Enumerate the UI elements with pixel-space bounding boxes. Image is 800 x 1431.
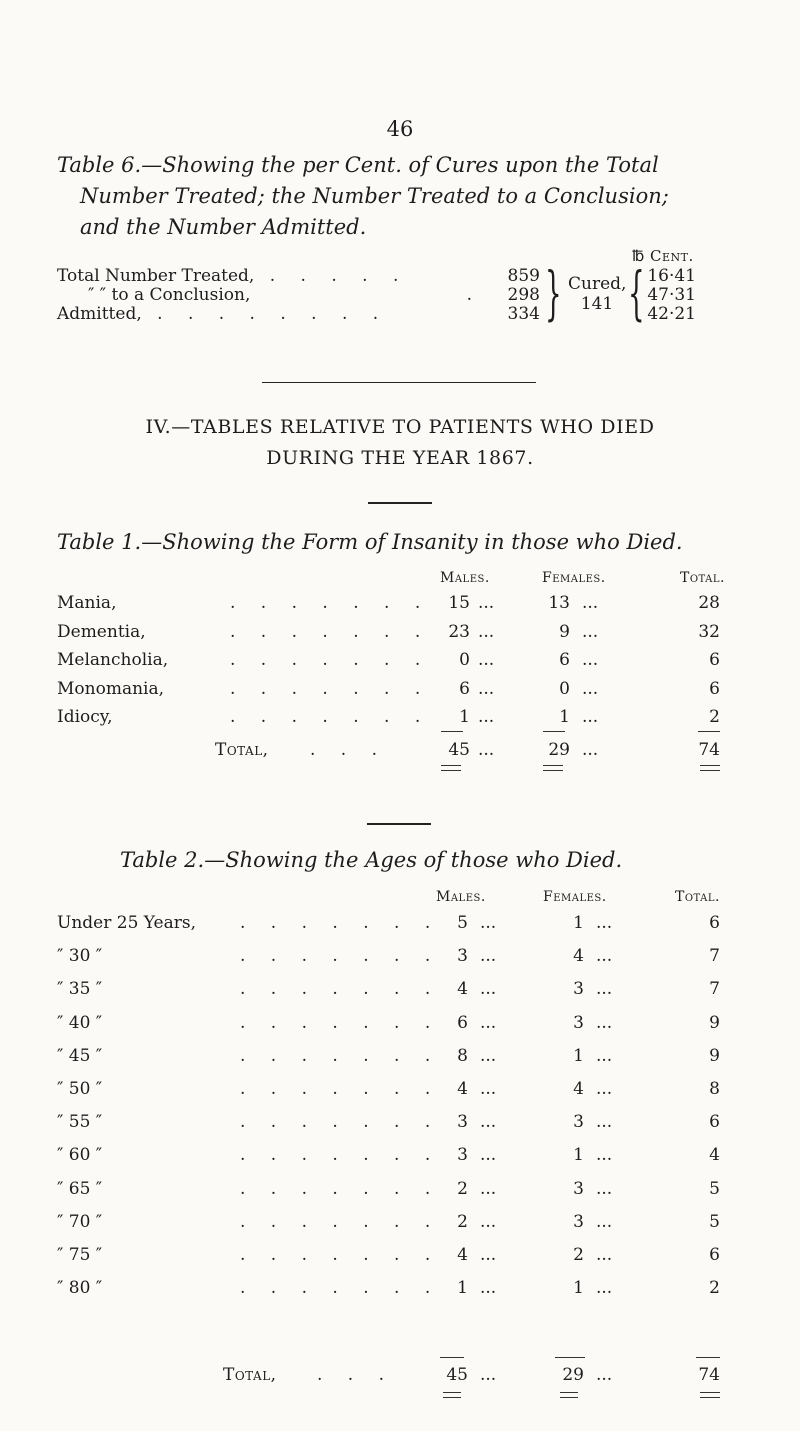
ellipsis: ... — [596, 1245, 613, 1265]
table2-total-total: 74 — [698, 1365, 720, 1385]
leader-dots: . . . . . . . — [230, 621, 431, 642]
leader-dots: . . . . . . . — [240, 1045, 441, 1066]
table-cell-females: 3 — [573, 979, 584, 1000]
table-cell-total: 7 — [709, 979, 720, 1000]
leader-dots: . . . . . . . — [240, 1145, 441, 1166]
table2-total-label: Total, — [223, 1365, 277, 1385]
table-cell-females: 3 — [573, 1012, 584, 1033]
table-cell-females: 9 — [559, 621, 570, 642]
table-row-label: ″ 50 ″ — [57, 1079, 103, 1099]
table2-total-males: 45 — [446, 1365, 468, 1385]
table-row-label: ″ 70 ″ — [57, 1211, 103, 1232]
table1-col-females: Females. — [542, 570, 606, 586]
ellipsis: ... — [596, 1145, 613, 1166]
table1-total-total: 74 — [698, 740, 720, 760]
ellipsis: ... — [480, 1178, 497, 1199]
ellipsis: ... — [480, 1112, 497, 1133]
ellipsis: ... — [596, 979, 613, 1000]
table-cell-males: 1 — [459, 707, 470, 727]
short-divider — [367, 823, 431, 825]
ellipsis: ... — [478, 650, 495, 670]
table-cell-females: 3 — [573, 1112, 584, 1133]
ellipsis: ... — [596, 946, 613, 967]
table2-total-females: 29 — [562, 1365, 584, 1385]
table-cell-males: 6 — [459, 678, 470, 699]
table-cell-total: 2 — [709, 707, 720, 727]
table1-total-males: 45 — [448, 740, 470, 760]
table-row-label: Monomania, — [57, 678, 165, 699]
table-cell-males: 2 — [457, 1178, 468, 1199]
table-cell-total: 7 — [709, 946, 720, 967]
leader-dots: . . . . . . . — [230, 707, 431, 727]
ellipsis: ... — [596, 1012, 613, 1033]
ellipsis: ... — [480, 979, 497, 1000]
table6-value: 859 — [507, 266, 540, 286]
cured-label: Cured, — [568, 274, 627, 294]
leader-dots: . . . . . . . — [240, 946, 441, 967]
table-cell-males: 2 — [457, 1211, 468, 1232]
table-cell-females: 4 — [573, 1079, 584, 1099]
section-heading: IV.—TABLES RELATIVE TO PATIENTS WHO DIED — [145, 416, 655, 438]
table2-col-total: Total. — [675, 889, 720, 905]
table-cell-total: 2 — [709, 1278, 720, 1299]
table-row-label: ″ 65 ″ — [57, 1178, 103, 1199]
table-cell-males: 3 — [457, 1112, 468, 1133]
table-row-label: ″ 55 ″ — [57, 1112, 103, 1133]
ellipsis: ... — [582, 621, 599, 642]
ellipsis: ... — [480, 1245, 497, 1265]
table-cell-females: 1 — [573, 1145, 584, 1166]
table-cell-males: 1 — [457, 1278, 468, 1299]
ellipsis: ... — [582, 650, 599, 670]
table-cell-total: 6 — [709, 678, 720, 699]
table2-title — [120, 845, 780, 876]
table-cell-females: 1 — [573, 1045, 584, 1066]
table-cell-males: 6 — [457, 1012, 468, 1033]
table-cell-total: 9 — [709, 1012, 720, 1033]
table-cell-males: 3 — [457, 1145, 468, 1166]
table-cell-males: 0 — [459, 650, 470, 670]
table-cell-females: 2 — [573, 1245, 584, 1265]
ellipsis: ... — [596, 1079, 613, 1099]
table2-col-females: Females. — [543, 889, 607, 905]
table-cell-males: 23 — [448, 621, 470, 642]
table-row-label: ″ 80 ″ — [57, 1278, 103, 1299]
table-row-label: ″ 30 ″ — [57, 946, 103, 967]
table-row-label: Idiocy, — [57, 707, 113, 727]
ellipsis: ... — [480, 1211, 497, 1232]
table6-title-rest: —Showing the per Cent. of Cures upon the Total — [141, 153, 659, 177]
table-cell-males: 8 — [457, 1045, 468, 1066]
ellipsis: ... — [582, 707, 599, 727]
table-cell-total: 8 — [709, 1079, 720, 1099]
table-cell-females: 6 — [559, 650, 570, 670]
ellipsis: ... — [582, 593, 599, 613]
table6-percent: 42·21 — [647, 304, 696, 324]
table-cell-males: 15 — [448, 593, 470, 613]
cured-value: 141 — [580, 294, 614, 314]
ellipsis: ... — [480, 1045, 497, 1066]
table6-title-line3: and the Number Admitted. — [80, 215, 367, 239]
table-row-label: ″ 45 ″ — [57, 1045, 103, 1066]
table2-col-males: Males. — [436, 889, 486, 905]
table-cell-total: 5 — [709, 1211, 720, 1232]
table1-title — [57, 527, 777, 558]
table-cell-males: 5 — [457, 913, 468, 933]
table-cell-females: 3 — [573, 1211, 584, 1232]
table-row-label: Melancholia, — [57, 650, 169, 670]
ellipsis: ... — [480, 1278, 497, 1299]
section-divider — [262, 382, 536, 383]
table-cell-females: 1 — [573, 913, 584, 933]
table2-title-label: Table 2. — [120, 848, 205, 872]
table1-total-label: Total, — [215, 740, 269, 760]
table-cell-total: 32 — [698, 621, 720, 642]
short-divider — [368, 502, 432, 504]
table-cell-males: 3 — [457, 946, 468, 967]
table-cell-total: 6 — [709, 1245, 720, 1265]
leader-dots: . . . . . . . — [240, 1012, 441, 1033]
table-row-label: ″ 60 ″ — [57, 1145, 103, 1166]
table6-title-label: Table 6. — [57, 153, 142, 177]
leader-dots: . . . . . . . — [240, 1079, 441, 1099]
leader-dots: . . . . . . . — [240, 1245, 441, 1265]
ellipsis: ... — [596, 1045, 613, 1066]
leader-dots: . . . . . . . — [230, 593, 431, 613]
table6-row-label: Total Number Treated, . . . . . — [57, 266, 409, 286]
table-row-label: ″ 40 ″ — [57, 1012, 103, 1033]
ellipsis: ... — [596, 1178, 613, 1199]
table1-col-males: Males. — [440, 570, 490, 586]
leader-dots: . . . . . . . — [240, 979, 441, 1000]
ellipsis: ... — [596, 1112, 613, 1133]
leader-dots: . . . . . . . — [240, 1178, 441, 1199]
table1-col-total: Total. — [680, 570, 725, 586]
table-cell-total: 9 — [709, 1045, 720, 1066]
right-brace-icon: } — [545, 259, 562, 327]
table-cell-total: 6 — [709, 650, 720, 670]
leader-dots: . . . . . . . — [240, 1112, 441, 1133]
table-cell-females: 13 — [548, 593, 570, 613]
ellipsis: ... — [596, 1211, 613, 1232]
table-cell-total: 28 — [698, 593, 720, 613]
table1-title-rest: —Showing the Form of Insanity in those who Died. — [141, 530, 683, 554]
table-row-label: Under 25 Years, — [57, 913, 196, 933]
ellipsis: ... — [480, 1012, 497, 1033]
table-cell-males: 4 — [457, 1245, 468, 1265]
ellipsis: ... — [480, 946, 497, 967]
table-cell-females: 0 — [559, 678, 570, 699]
table-row-label: Mania, — [57, 593, 117, 613]
table-cell-females: 4 — [573, 946, 584, 967]
ellipsis: ... — [478, 707, 495, 727]
cent-header: ℔ Cent. — [632, 247, 694, 265]
leader-dots: . . . . . . . — [240, 1278, 441, 1299]
table-cell-males: 4 — [457, 979, 468, 1000]
left-brace-icon: { — [628, 259, 645, 327]
table6-value: 334 — [507, 304, 540, 324]
table-cell-females: 1 — [573, 1278, 584, 1299]
table6-percent: 16·41 — [647, 266, 696, 286]
table-row-label: Dementia, — [57, 621, 146, 642]
ellipsis: ... — [480, 1145, 497, 1166]
table6-percent: 47·31 — [647, 285, 696, 305]
table-cell-total: 4 — [709, 1145, 720, 1166]
ellipsis: ... — [582, 678, 599, 699]
table1-title-label: Table 1. — [57, 530, 142, 554]
table-cell-total: 6 — [709, 1112, 720, 1133]
table-cell-males: 4 — [457, 1079, 468, 1099]
table-row-label: ″ 35 ″ — [57, 979, 103, 1000]
table-cell-females: 1 — [559, 707, 570, 727]
ellipsis: ... — [478, 621, 495, 642]
table6-title — [57, 150, 777, 181]
ellipsis: ... — [478, 593, 495, 613]
ellipsis: ... — [480, 913, 497, 933]
ellipsis: ... — [596, 913, 613, 933]
table-cell-females: 3 — [573, 1178, 584, 1199]
leader-dots: . . . . . . . — [240, 913, 441, 933]
table-cell-total: 6 — [709, 913, 720, 933]
ellipsis: ... — [478, 678, 495, 699]
table6-row-label: Admitted, . . . . . . . . — [57, 304, 389, 324]
table-cell-total: 5 — [709, 1178, 720, 1199]
table-row-label: ″ 75 ″ — [57, 1245, 103, 1265]
ellipsis: ... — [596, 1278, 613, 1299]
table2-title-rest: —Showing the Ages of those who Died. — [204, 848, 623, 872]
table6-title-line2: Number Treated; the Number Treated to a Conclusion; — [80, 184, 669, 208]
leader-dots: . . . . . . . — [230, 678, 431, 699]
table6-row-label: ″ ″ to a Conclusion, — [88, 285, 251, 305]
ellipsis: ... — [480, 1079, 497, 1099]
leader-dots: . . . . . . . — [240, 1211, 441, 1232]
table1-total-females: 29 — [548, 740, 570, 760]
page-number: 46 — [386, 117, 414, 141]
leader-dots: . . . . . . . — [230, 650, 431, 670]
table6-value: 298 — [507, 285, 540, 305]
section-heading-line2: DURING THE YEAR 1867. — [266, 447, 534, 469]
